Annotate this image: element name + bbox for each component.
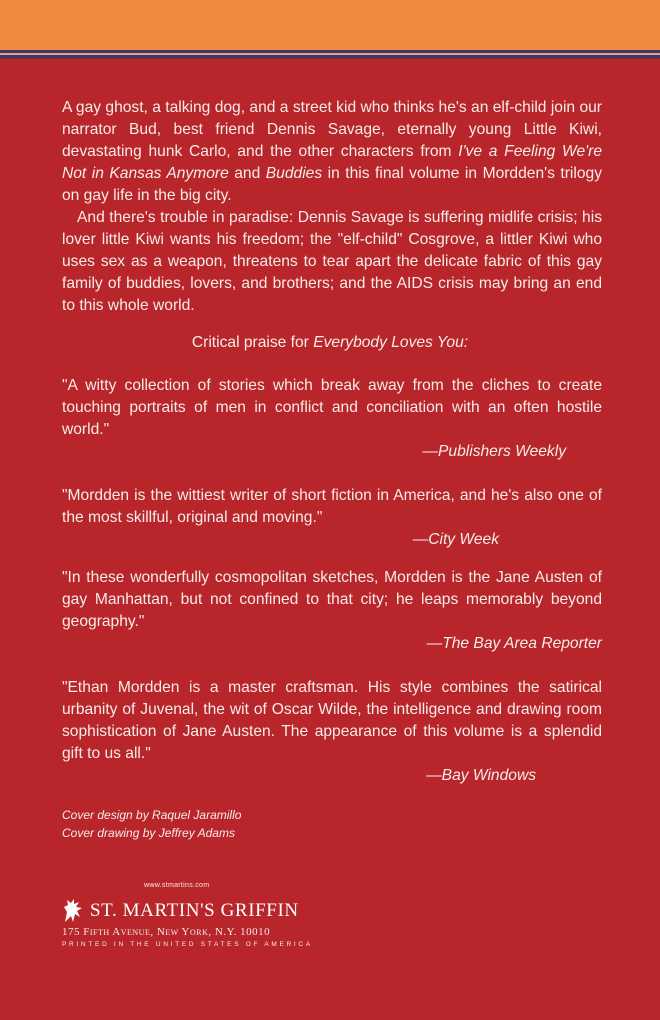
review-quote (62, 485, 602, 551)
top-stripe-shadow (0, 58, 660, 59)
book-title-kansas: I've a Feeling We're Not in Kansas Anymore (62, 143, 602, 182)
review-quote-text: "A witty collection of stories which break away from the cliches to create touching portraits of men in conflict and conciliation with an often hostile world." (62, 377, 602, 438)
griffin-logo-icon (62, 898, 84, 924)
review-attribution: —Bay Windows (426, 767, 536, 784)
review-quote (62, 677, 602, 787)
publisher-name: ST. MARTIN'S GRIFFIN (90, 900, 299, 921)
review-quote (62, 567, 602, 655)
review-attribution: —Publishers Weekly (422, 443, 566, 460)
review-quote-text: "In these wonderfully cosmopolitan sketches, Mordden is the Jane Austen of gay Manhattan, but not confined to that city; he leaps memorably beyond geography." (62, 569, 602, 630)
review-attribution: —The Bay Area Reporter (426, 635, 602, 652)
printed-in-usa: PRINTED IN THE UNITED STATES OF AMERICA (62, 941, 313, 948)
cover-credits (62, 806, 241, 842)
publisher-address: 175 Fifth Avenue, New York, N.Y. 10010 (62, 926, 271, 938)
review-quote (62, 375, 602, 463)
book-title-buddies: Buddies (265, 165, 323, 182)
publisher-name-row (62, 898, 382, 924)
cover-drawing-credit: Cover drawing by Jeffrey Adams (62, 826, 235, 840)
review-quote-text: "Ethan Mordden is a master craftsman. His style combines the satirical urbanity of Juvenal, the wit of Oscar Wilde, the intelligence and drawing room sophistication of Jane Austen. The appearance of this volume is a splendid gift to us all." (62, 679, 602, 762)
cover-design-credit: Cover design by Raquel Jaramillo (62, 808, 242, 822)
praise-heading: Critical praise for Everybody Loves You: (191, 334, 469, 351)
review-attribution: —City Week (412, 531, 499, 548)
blurb (62, 97, 602, 317)
review-quote-text: "Mordden is the wittiest writer of short fiction in America, and he's also one of the most skillful, original and moving." (62, 487, 602, 526)
blurb-paragraph-1: A gay ghost, a talking dog, and a street kid who thinks he's an elf-child join our narrator Bud, best friend Dennis Savage, eternally young Little Kiwi, devastating hunk Carlo, and the other characters from I've a Feeling We're Not in Kansas Anymore and Buddies in this final volume in Mordden's trilogy on gay life in the big city. (62, 99, 602, 204)
praise-heading-title: Everybody Loves You: (313, 334, 469, 351)
publisher-block (62, 882, 382, 948)
blurb-paragraph-2: And there's trouble in paradise: Dennis Savage is suffering midlife crisis; his lover little Kiwi wants his freedom; the "elf-child" Cosgrove, a littler Kiwi who uses sex as a weapon, threatens to tear apart the delicate fabric of this gay family of buddies, lovers, and brothers; and the AIDS crisis may bring an end to this whole world. (62, 209, 602, 314)
publisher-url: www.stmartins.com (144, 882, 210, 889)
top-orange-band (0, 0, 660, 50)
